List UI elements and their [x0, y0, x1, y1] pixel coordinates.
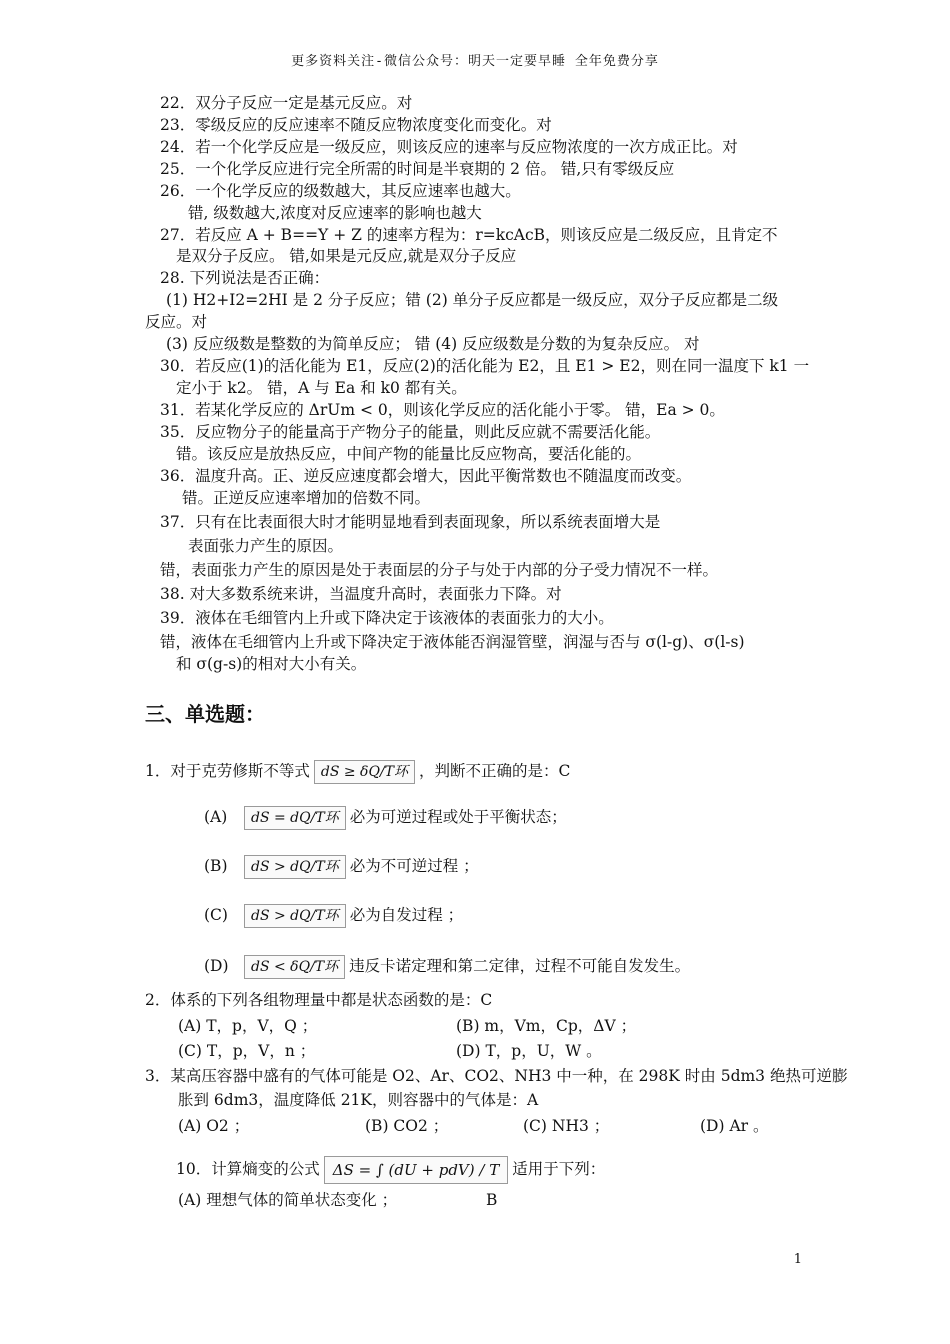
option-label: (B)	[204, 857, 228, 875]
q1-stem-pre: 1．对于克劳修斯不等式	[145, 762, 310, 780]
q1-stem-post: ，判断不正确的是：C	[419, 762, 571, 780]
option-text: 必为自发过程 ；	[349, 906, 464, 924]
q3-stem: 3．某高压容器中盛有的气体可能是 O2、Ar、CO2、NH3 中一种，在 298K 时由 5dm3 绝热可逆膨	[145, 1067, 848, 1085]
item-28-part1: (1) H2+I2=2HI 是 2 分子反应；错 (2) 单分子反应都是一级反应，双分子反应都是二级	[166, 291, 779, 309]
item-27: 27．若反应 A + B==Y + Z 的速率方程为：r=kcAcB，则该反应是二级反应，且肯定不	[160, 226, 778, 244]
q10-stem-pre: 10．计算熵变的公式	[176, 1160, 320, 1178]
q1-option-d	[204, 955, 690, 979]
item-26-answer: 错, 级数越大,浓度对反应速率的影响也越大	[188, 204, 482, 222]
item-28: 28. 下列说法是否正确：	[160, 269, 330, 287]
item-38: 38. 对大多数系统来讲，当温度升高时，表面张力下降。对	[160, 585, 562, 603]
item-28-part2: (3) 反应级数是整数的为简单反应； 错 (4) 反应级数是分数的为复杂反应。 对	[166, 335, 700, 353]
option-text: 必为可逆过程或处于平衡状态；	[349, 808, 567, 826]
item-35: 35．反应物分子的能量高于产物分子的能量，则此反应就不需要活化能。	[160, 423, 661, 441]
item-37-cont: 表面张力产生的原因。	[188, 537, 344, 555]
q3-option-b: (B) CO2 ；	[365, 1117, 449, 1135]
item-24: 24．若一个化学反应是一级反应，则该反应的速率与反应物浓度的一次方成正比。对	[160, 138, 738, 156]
option-label: (D)	[204, 957, 229, 975]
q3-stem-cont: 胀到 6dm3，温度降低 21K，则容器中的气体是：A	[178, 1091, 539, 1109]
q2-stem: 2．体系的下列各组物理量中都是状态函数的是：C	[145, 991, 493, 1009]
page-number: 1	[793, 1252, 802, 1267]
q3-option-d: (D) Ar 。	[700, 1117, 769, 1135]
q2-option-a: (A) T，p，V，Q ；	[178, 1017, 318, 1035]
option-text: 违反卡诺定理和第二定律，过程不可能自发发生。	[349, 957, 691, 975]
item-28-part1-cont: 反应。对	[145, 313, 208, 331]
q10-option-a: (A) 理想气体的简单状态变化 ；	[178, 1191, 398, 1209]
q10-formula: ΔS = ∫ (dU + pdV) / T	[324, 1156, 508, 1184]
item-36-answer: 错。正逆反应速率增加的倍数不同。	[182, 489, 431, 507]
item-30: 30．若反应(1)的活化能为 E1，反应(2)的活化能为 E2，且 E1 > E2，则在同一温度下 k1 一	[160, 357, 810, 375]
item-39-answer-cont: 和 σ(g-s)的相对大小有关。	[176, 655, 367, 673]
option-formula: dS > dQ/T环	[244, 855, 346, 879]
item-35-answer: 错。该反应是放热反应，中间产物的能量比反应物高，要活化能的。	[176, 445, 642, 463]
q10-stem-post: 适用于下列：	[512, 1160, 606, 1178]
q10-answer: B	[486, 1191, 498, 1209]
q2-option-b: (B) m，Vm，Cp，ΔV ；	[456, 1017, 637, 1035]
item-31: 31．若某化学反应的 ΔrUm < 0，则该化学反应的活化能小于零。 错，Ea > 0。	[160, 401, 725, 419]
item-37-answer: 错，表面张力产生的原因是处于表面层的分子与处于内部的分子受力情况不一样。	[160, 561, 719, 579]
option-text: 必为不可逆过程 ；	[349, 857, 479, 875]
q1-stem	[145, 760, 570, 784]
item-27-answer: 是双分子反应。 错,如果是元反应,就是双分子反应	[176, 247, 517, 265]
option-formula: dS > dQ/T环	[244, 904, 346, 928]
page-header: 更多资料关注-微信公众号：明天一定要早睡 全年免费分享	[291, 54, 659, 69]
item-22: 22．双分子反应一定是基元反应。对	[160, 94, 413, 112]
option-label: (C)	[204, 906, 228, 924]
q1-option-c	[204, 904, 463, 928]
item-39-answer: 错，液体在毛细管内上升或下降决定于液体能否润湿管壁，润湿与否与 σ(l-g)、σ(l-s)	[160, 633, 745, 651]
section-title: 三、单选题：	[145, 702, 265, 726]
q1-formula: dS ≥ δQ/T环	[314, 760, 415, 784]
item-37: 37．只有在比表面很大时才能明显地看到表面现象，所以系统表面增大是	[160, 513, 661, 531]
item-30-answer: 定小于 k2。 错，A 与 Ea 和 k0 都有关。	[176, 379, 467, 397]
item-26: 26．一个化学反应的级数越大，其反应速率也越大。	[160, 182, 521, 200]
q10-stem	[176, 1156, 605, 1184]
item-25: 25．一个化学反应进行完全所需的时间是半衰期的 2 倍。 错,只有零级反应	[160, 160, 675, 178]
item-39: 39．液体在毛细管内上升或下降决定于该液体的表面张力的大小。	[160, 609, 614, 627]
option-formula: dS = dQ/T环	[244, 806, 346, 830]
q1-option-b	[204, 855, 479, 879]
q2-option-d: (D) T，p，U，W 。	[456, 1042, 602, 1060]
q3-option-c: (C) NH3 ；	[523, 1117, 610, 1135]
q2-option-c: (C) T，p，V，n ；	[178, 1042, 316, 1060]
option-formula: dS < δQ/T环	[244, 955, 345, 979]
item-36: 36．温度升高。正、逆反应速度都会增大，因此平衡常数也不随温度而改变。	[160, 467, 692, 485]
q3-option-a: (A) O2 ；	[178, 1117, 250, 1135]
option-label: (A)	[204, 808, 228, 826]
q1-option-a	[204, 806, 567, 830]
item-23: 23．零级反应的反应速率不随反应物浓度变化而变化。对	[160, 116, 552, 134]
